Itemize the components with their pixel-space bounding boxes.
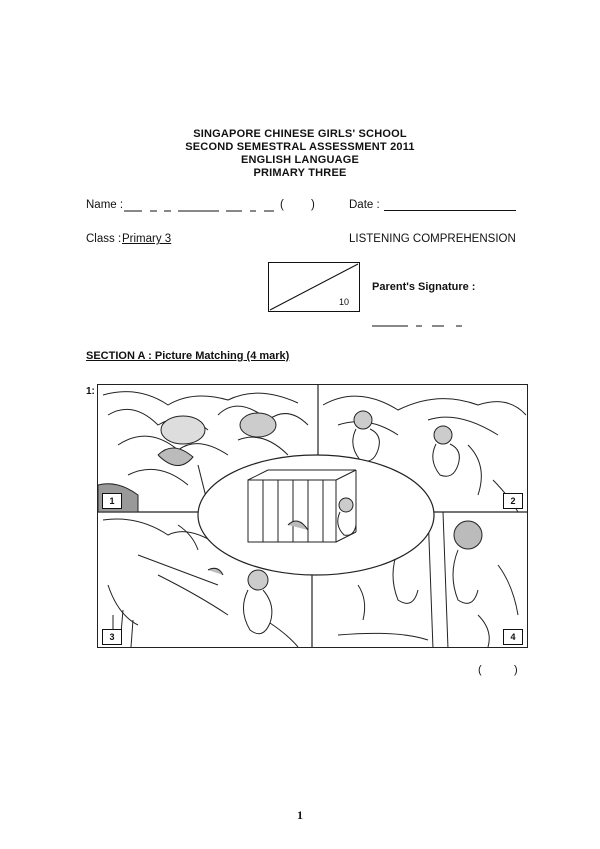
picture-artwork: [98, 385, 528, 648]
page-number: 1: [297, 808, 303, 822]
level-title: PRIMARY THREE: [253, 167, 347, 179]
panel-2-number: 2: [503, 493, 523, 509]
panel-1-number: 1: [102, 493, 122, 509]
class-value: Primary 3: [122, 233, 172, 245]
document-header: [0, 128, 600, 180]
score-box: [268, 262, 360, 312]
panel-4-number: 4: [503, 629, 523, 645]
answer-paren-close: ): [514, 664, 518, 676]
name-field[interactable]: [124, 210, 274, 211]
question-number: 1:: [86, 386, 95, 397]
section-title: SECTION A : Picture Matching (4 mark): [86, 350, 290, 362]
index-paren-open: (: [280, 199, 284, 211]
date-label: Date :: [349, 199, 380, 211]
date-field[interactable]: [384, 210, 516, 211]
parent-signature-label: Parent's Signature :: [372, 281, 476, 293]
paper-title: LISTENING COMPREHENSION: [349, 233, 516, 245]
parent-signature-line[interactable]: [372, 325, 472, 327]
center-oval: [198, 455, 434, 575]
assessment-title: SECOND SEMESTRAL ASSESSMENT 2011: [185, 141, 415, 153]
answer-paren-open: (: [478, 664, 482, 676]
index-paren-close: ): [311, 199, 315, 211]
class-label: Class :: [86, 233, 122, 245]
picture-matching-image: [97, 384, 528, 648]
panel-3-number: 3: [102, 629, 122, 645]
school-name: SINGAPORE CHINESE GIRLS' SCHOOL: [193, 128, 407, 140]
score-total: 10: [338, 297, 349, 307]
subject-title: ENGLISH LANGUAGE: [240, 154, 360, 166]
name-label: Name :: [86, 199, 124, 211]
answer-field[interactable]: [488, 676, 512, 677]
